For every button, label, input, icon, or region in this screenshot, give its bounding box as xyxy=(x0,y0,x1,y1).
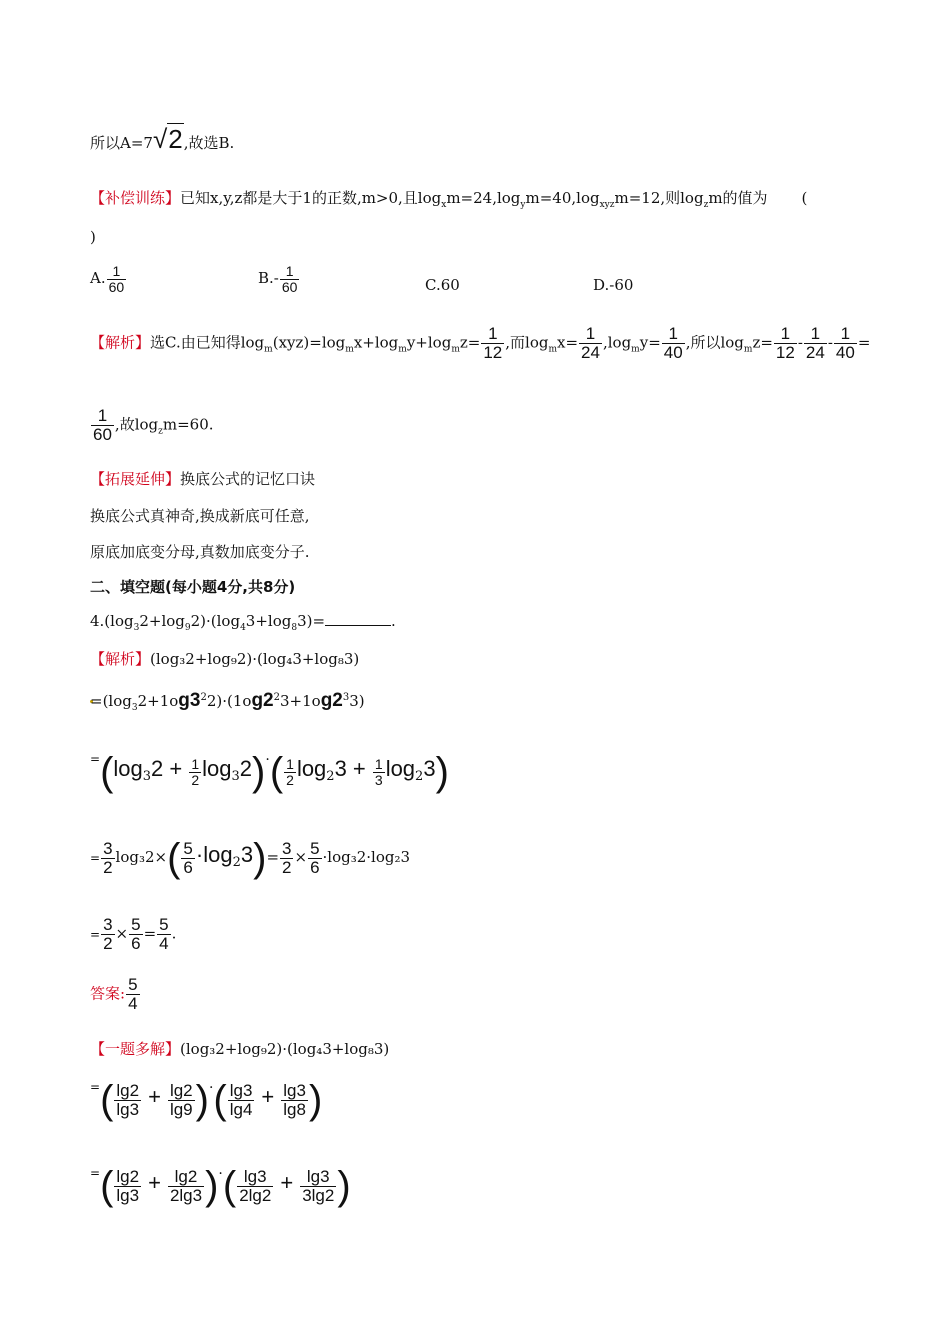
numerator: 1 xyxy=(481,325,504,344)
text: ,log xyxy=(602,333,632,352)
text: ) xyxy=(90,228,96,246)
text: log₃2× xyxy=(115,848,168,866)
text: 二、填空题(每小题4分,共8分) xyxy=(90,578,296,596)
numerator: 1 xyxy=(774,325,797,344)
denominator: lg3 xyxy=(116,1185,140,1205)
text: 3 + xyxy=(334,756,372,781)
text: z= xyxy=(752,333,773,352)
alt-step-2 xyxy=(90,1166,351,1206)
option-label: B.- xyxy=(258,269,279,288)
subscript: 4 xyxy=(240,623,246,633)
numerator: lg3 xyxy=(283,1080,306,1100)
numerator: 5 xyxy=(131,915,141,934)
numerator: 5 xyxy=(159,915,169,934)
text: log xyxy=(296,756,327,781)
subscript: m xyxy=(631,344,640,355)
denominator: lg9 xyxy=(169,1099,193,1119)
paren: ( xyxy=(100,1078,114,1122)
fraction xyxy=(114,1082,141,1119)
text: m=40,log xyxy=(525,189,600,207)
option-text: C.60 xyxy=(425,276,460,294)
text: g xyxy=(251,690,264,711)
text: log xyxy=(202,756,232,781)
operator: + xyxy=(261,1084,275,1109)
text: log xyxy=(385,756,416,781)
operator: = xyxy=(857,333,871,352)
option-text: D.-60 xyxy=(593,276,634,294)
answer-paren-close xyxy=(90,228,96,246)
text: log xyxy=(113,756,143,781)
denominator: 60 xyxy=(281,278,298,295)
paren: ( xyxy=(100,750,114,794)
text: = xyxy=(90,851,101,865)
subscript: 3 xyxy=(131,703,138,713)
fraction xyxy=(101,916,114,953)
text: = xyxy=(90,1166,101,1180)
text: 3 xyxy=(240,842,254,867)
operator: - xyxy=(797,333,803,352)
paren: ( xyxy=(167,836,181,880)
fraction xyxy=(181,840,194,877)
fraction xyxy=(280,264,300,294)
denominator: 40 xyxy=(835,342,855,362)
fraction xyxy=(804,325,827,362)
numerator: 5 xyxy=(183,838,193,858)
text: 2)·(log xyxy=(190,612,241,630)
answer-label: 答案: xyxy=(90,984,126,1003)
text: 原底加底变分母,真数加底变分子. xyxy=(90,543,310,561)
solution-2-header xyxy=(90,648,359,669)
fraction xyxy=(834,325,857,362)
solution-1 xyxy=(90,325,870,362)
fraction xyxy=(129,916,142,953)
operator: × xyxy=(115,924,129,943)
text: 4.(log xyxy=(90,612,134,630)
subscript: 2 xyxy=(415,769,424,784)
subscript: x xyxy=(441,200,447,210)
subscript: 9 xyxy=(184,623,191,633)
denominator: 6 xyxy=(310,857,320,877)
paren: ) xyxy=(195,1078,209,1122)
operator: + xyxy=(148,1084,161,1109)
denominator: 60 xyxy=(93,424,112,444)
option-b xyxy=(258,264,300,294)
text: g xyxy=(178,690,190,711)
text: (xyz)=log xyxy=(272,333,346,352)
text: 2+1o xyxy=(137,692,179,710)
fraction xyxy=(308,840,321,877)
text: g xyxy=(320,690,333,711)
subscript: m xyxy=(743,344,753,355)
text: 2 xyxy=(332,690,343,711)
numerator: lg2 xyxy=(169,1080,193,1100)
mnemonic-line-1 xyxy=(90,505,310,526)
denominator: 24 xyxy=(581,342,600,362)
superscript: 2 xyxy=(200,692,207,703)
expression: (log₃2+log₉2)·(log₄3+log₈3) xyxy=(180,1040,390,1058)
paren: ) xyxy=(252,750,266,794)
fraction xyxy=(101,840,114,877)
denominator: 2lg2 xyxy=(239,1185,272,1205)
fraction xyxy=(774,325,797,362)
numerator: lg3 xyxy=(237,1168,273,1187)
numerator: 5 xyxy=(310,838,320,858)
option-a xyxy=(90,264,127,294)
denominator: 3 xyxy=(374,771,383,788)
text: 2 xyxy=(239,756,253,781)
radicand: 2 xyxy=(168,124,183,154)
text: 3+1o xyxy=(280,692,321,710)
text: 3 xyxy=(189,690,201,711)
text: 2 + xyxy=(151,756,189,781)
fraction xyxy=(228,1082,255,1119)
subscript: 3 xyxy=(142,769,152,784)
section-tag: 【一题多解】 xyxy=(90,1040,181,1058)
text: ,故log xyxy=(114,415,159,434)
text: 换底公式的记忆口诀 xyxy=(180,470,316,488)
operator: + xyxy=(148,1170,161,1195)
paren: ) xyxy=(253,836,267,880)
denominator: 2 xyxy=(103,933,113,953)
subscript: 2 xyxy=(232,855,241,870)
operator: = xyxy=(266,848,280,866)
denominator: 3lg2 xyxy=(302,1185,335,1205)
compensation-question xyxy=(90,187,807,210)
line-conclusion xyxy=(90,124,234,155)
operator: = xyxy=(143,924,157,943)
text: 2 xyxy=(263,690,274,711)
numerator: 1 xyxy=(280,264,300,280)
denominator: lg4 xyxy=(229,1099,253,1119)
subscript: m xyxy=(345,344,354,355)
solution-1-result xyxy=(90,407,214,444)
option-d xyxy=(593,276,633,294)
numerator: 1 xyxy=(804,325,827,344)
fraction xyxy=(168,1082,195,1119)
operator: · xyxy=(265,752,270,768)
text: = xyxy=(90,927,101,942)
superscript: 2 xyxy=(273,692,280,703)
paren: ( xyxy=(100,1164,114,1208)
fraction xyxy=(157,916,170,953)
text: z= xyxy=(459,333,481,352)
step-1 xyxy=(90,690,365,713)
subscript: xyz xyxy=(599,200,615,210)
text: y= xyxy=(639,333,661,352)
paren: ) xyxy=(205,1164,219,1208)
text: m=12,则log xyxy=(614,189,704,207)
text: ,所以log xyxy=(685,333,744,352)
numerator: 1 xyxy=(107,264,127,280)
fraction xyxy=(114,1168,141,1205)
numerator: lg2 xyxy=(116,1166,140,1186)
denominator: 2 xyxy=(103,857,113,877)
operator: - xyxy=(827,333,833,352)
extension-title xyxy=(90,468,315,489)
text: 3) xyxy=(349,692,365,710)
subscript: z xyxy=(703,200,709,210)
text: 选C.由已知得log xyxy=(150,333,265,352)
denominator: 2lg3 xyxy=(169,1185,203,1205)
denominator: 12 xyxy=(483,342,503,362)
text: 换底公式真神奇,换成新底可任意, xyxy=(90,507,310,525)
question-4 xyxy=(90,612,396,633)
denominator: 4 xyxy=(128,993,138,1013)
operator: × xyxy=(294,848,308,866)
numerator: lg2 xyxy=(168,1168,204,1187)
section-tag: 【拓展延伸】 xyxy=(90,470,181,488)
operator: + xyxy=(280,1170,294,1195)
section-tag: 【补偿训练】 xyxy=(90,189,181,207)
expression: (log₃2+log₉2)·(log₄3+log₈3) xyxy=(150,650,360,668)
text: 已知x,y,z都是大于1的正数,m>0,且log xyxy=(180,189,442,207)
numerator: lg2 xyxy=(116,1080,140,1100)
denominator: lg8 xyxy=(283,1099,306,1119)
fraction xyxy=(300,1168,336,1205)
fraction xyxy=(481,325,504,362)
subscript: 3 xyxy=(231,769,240,784)
text: 3 xyxy=(423,756,436,781)
fraction xyxy=(373,757,385,787)
denominator: lg3 xyxy=(116,1099,140,1119)
fraction xyxy=(237,1168,273,1205)
subscript: 8 xyxy=(291,623,298,633)
numerator: 1 xyxy=(579,325,602,344)
paren: ( xyxy=(213,1078,227,1122)
denominator: 60 xyxy=(108,278,125,295)
operator: · xyxy=(218,1166,223,1182)
text: ·log xyxy=(195,842,233,867)
paren: ) xyxy=(435,750,449,794)
section-tag: 【解析】 xyxy=(90,333,151,352)
alt-step-1 xyxy=(90,1080,322,1120)
subscript: z xyxy=(158,426,163,437)
numerator: 1 xyxy=(191,755,200,772)
answer-blank xyxy=(325,613,391,626)
text: y+log xyxy=(406,333,452,352)
text: 3)= xyxy=(297,612,326,630)
denominator: 2 xyxy=(191,771,200,788)
text: x+log xyxy=(353,333,399,352)
answer-paren-open: ( xyxy=(801,189,808,207)
step-3 xyxy=(90,838,410,878)
option-c xyxy=(425,276,460,294)
fraction xyxy=(168,1168,204,1205)
section-tag: 【解析】 xyxy=(90,650,151,668)
fraction xyxy=(91,407,114,444)
numerator: 1 xyxy=(834,325,857,344)
denominator: 4 xyxy=(159,933,169,953)
text: = xyxy=(90,1080,101,1094)
numerator: 1 xyxy=(662,325,685,344)
denominator: 24 xyxy=(805,342,825,362)
fraction xyxy=(284,757,296,787)
subscript: m xyxy=(398,344,407,355)
subscript: m xyxy=(451,344,460,355)
text: ·log₃2·log₂3 xyxy=(322,848,411,866)
numerator: lg3 xyxy=(300,1168,336,1187)
subscript: 2 xyxy=(326,769,335,784)
step-2 xyxy=(90,752,449,792)
subscript: 3 xyxy=(133,623,140,633)
denominator: 12 xyxy=(775,342,795,362)
text: ,故选B. xyxy=(183,134,235,152)
text: 2+log xyxy=(139,612,185,630)
step-4 xyxy=(90,916,176,953)
text: ,而log xyxy=(505,333,549,352)
numerator: 3 xyxy=(103,915,113,934)
denominator: 40 xyxy=(663,342,683,362)
fraction xyxy=(189,757,201,787)
option-label: A. xyxy=(90,269,106,288)
text: 所以A=7 xyxy=(90,134,153,152)
text: = xyxy=(90,752,101,766)
section-heading xyxy=(90,576,295,597)
numerator: 1 xyxy=(374,755,383,772)
numerator: lg3 xyxy=(229,1080,253,1100)
fraction xyxy=(579,325,602,362)
numerator: 5 xyxy=(128,975,138,994)
text: m的值为 xyxy=(708,189,768,207)
paren: ( xyxy=(222,1164,237,1208)
operator: · xyxy=(208,1080,214,1096)
denominator: 6 xyxy=(131,933,141,953)
subscript: m xyxy=(548,344,558,355)
sqrt-expression: √2 xyxy=(152,124,183,154)
text: . xyxy=(391,612,396,630)
numerator: 1 xyxy=(91,407,114,426)
superscript: 3 xyxy=(342,692,350,703)
text: 3+log xyxy=(245,612,292,630)
paren: ) xyxy=(308,1078,323,1122)
text: m=24,log xyxy=(446,189,521,207)
paren: ( xyxy=(269,750,284,794)
paren: ) xyxy=(337,1164,351,1208)
text: =(log xyxy=(90,692,132,710)
denominator: 2 xyxy=(286,771,294,788)
denominator: 2 xyxy=(282,857,292,877)
answer xyxy=(90,976,141,1013)
numerator: 3 xyxy=(282,838,292,858)
text: 2)·(1o xyxy=(206,692,252,710)
subscript: m xyxy=(264,344,273,355)
denominator: 6 xyxy=(183,857,193,877)
fraction xyxy=(126,976,139,1013)
text: . xyxy=(171,924,177,943)
subscript: y xyxy=(520,200,526,210)
fraction xyxy=(662,325,685,362)
numerator: 1 xyxy=(286,755,294,772)
numerator: 3 xyxy=(103,838,113,858)
text: x= xyxy=(557,333,579,352)
fraction xyxy=(107,264,127,294)
alt-solution-header xyxy=(90,1038,389,1059)
fraction xyxy=(281,1082,308,1119)
fraction xyxy=(280,840,293,877)
text: m=60. xyxy=(162,415,214,434)
mnemonic-line-2 xyxy=(90,541,310,562)
